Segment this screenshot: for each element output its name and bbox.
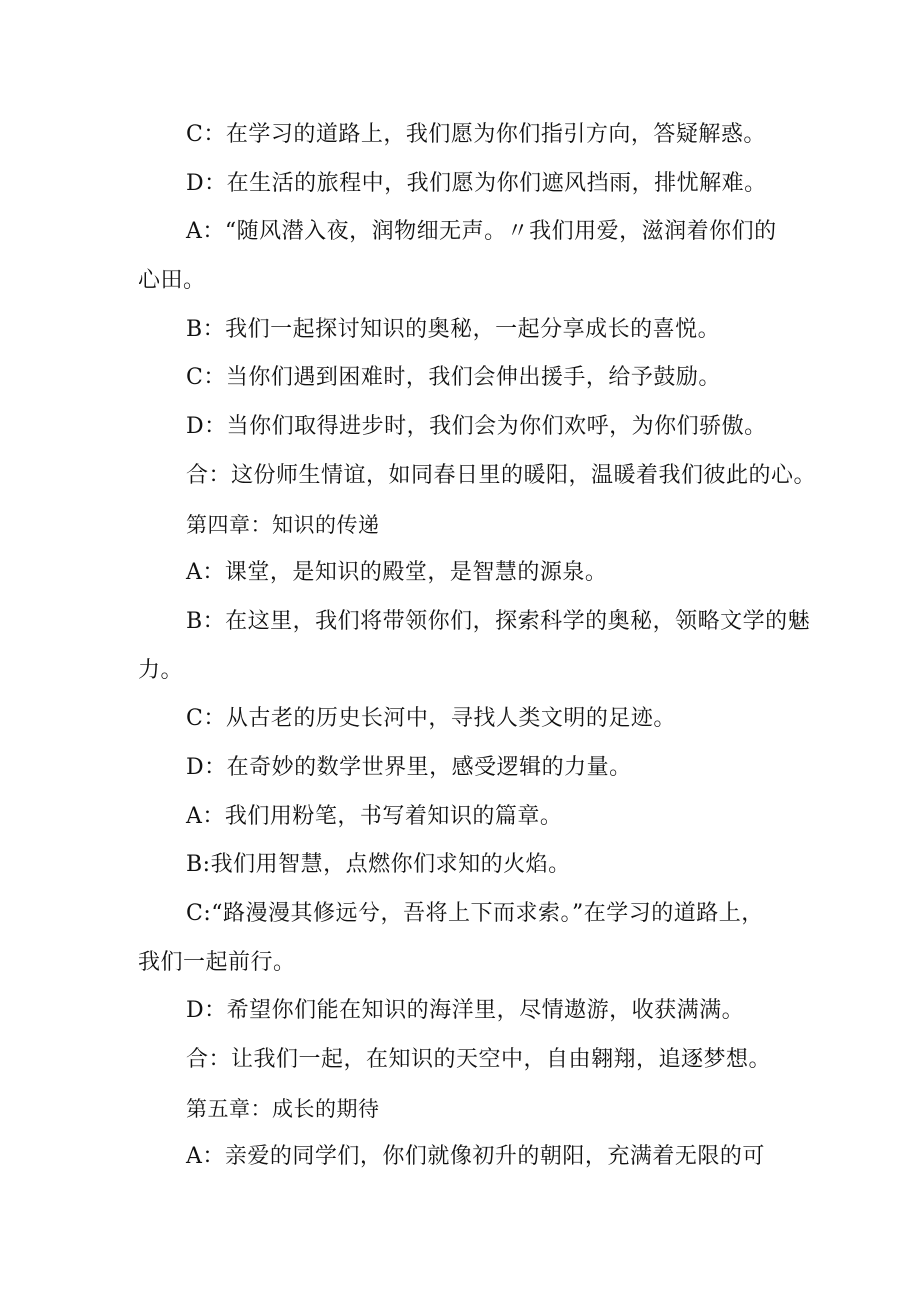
- paragraph-line: D：希望你们能在知识的海洋里，尽情遨游，收获满满。: [186, 998, 745, 1024]
- paragraph-line: B:我们用智慧，点燃你们求知的火焰。: [186, 852, 571, 878]
- paragraph-line: 合：这份师生情谊，如同春日里的暖阳，温暖着我们彼此的心。: [186, 462, 817, 488]
- paragraph-line: B：我们一起探讨知识的奥秘，一起分享成长的喜悦。: [186, 316, 721, 342]
- paragraph-line: A：我们用粉笔，书写着知识的篇章。: [186, 803, 563, 829]
- paragraph-line: 心田。: [138, 268, 206, 294]
- paragraph-line: D：在奇妙的数学世界里，感受逻辑的力量。: [186, 754, 632, 780]
- paragraph-line: D：当你们取得进步时，我们会为你们欢呼，为你们骄傲。: [186, 414, 767, 440]
- chapter-heading: 第五章：成长的期待: [186, 1096, 380, 1121]
- paragraph-line: A：“随风潜入夜，润物细无声。〃我们用爱，滋润着你们的: [186, 219, 777, 245]
- paragraph-line: 我们一起前行。: [138, 949, 296, 975]
- paragraph-line: C：当你们遇到困难时，我们会伸出援手，给予鼓励。: [186, 365, 721, 391]
- paragraph-line: A：课堂，是知识的殿堂，是智慧的源泉。: [186, 560, 608, 586]
- paragraph-line: 力。: [138, 657, 184, 683]
- paragraph-line: C：从古老的历史长河中，寻找人类文明的足迹。: [186, 706, 676, 732]
- chapter-heading: 第四章：知识的传递: [186, 512, 380, 537]
- paragraph-line: B：在这里，我们将带领你们，探索科学的奥秘，领略文学的魅: [186, 608, 811, 634]
- paragraph-line: 合：让我们一起，在知识的天空中，自由翱翔，追逐梦想。: [186, 1047, 772, 1073]
- paragraph-line: C:“路漫漫其修远兮，吾将上下而求索。”在学习的道路上，: [186, 901, 764, 926]
- paragraph-line: D：在生活的旅程中，我们愿为你们遮风挡雨，排忧解难。: [186, 170, 767, 196]
- document-body: [138, 111, 817, 1182]
- paragraph-line: A：亲爱的同学们，你们就像初升的朝阳，充满着无限的可: [186, 1144, 765, 1170]
- paragraph-line: C：在学习的道路上，我们愿为你们指引方向，答疑解惑。: [186, 122, 766, 147]
